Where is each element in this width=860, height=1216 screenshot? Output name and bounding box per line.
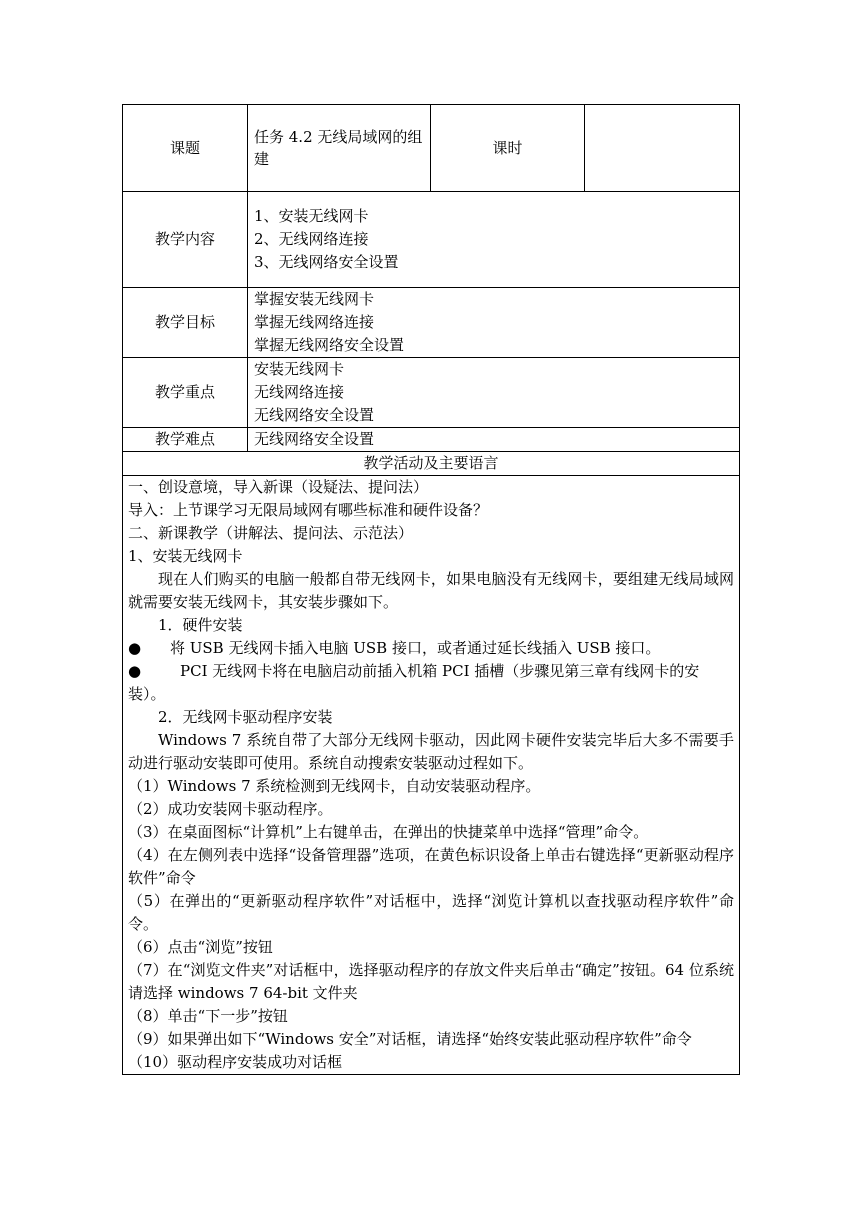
content-item: 1、安装无线网卡 xyxy=(254,207,369,225)
difficulty-value: 无线网络安全设置 xyxy=(248,428,740,452)
key-point-item: 安装无线网卡 xyxy=(254,360,345,378)
key-point-item: 无线网络安全设置 xyxy=(254,406,375,424)
goal-item: 掌握无线网络安全设置 xyxy=(254,336,405,354)
section-heading-1: 一、创设意境，导入新课（设疑法、提问法） xyxy=(128,478,429,496)
bullet-item xyxy=(128,660,734,706)
key-point-item: 无线网络连接 xyxy=(254,383,345,401)
goals-row xyxy=(123,288,740,358)
procedure-item: （1）Windows 7 系统检测到无线网卡，自动安装驱动程序。 xyxy=(128,777,541,795)
activity-heading: 教学活动及主要语言 xyxy=(123,452,740,476)
step-hardware: 1．硬件安装 xyxy=(158,616,243,634)
procedure-item: （4）在左侧列表中选择“设备管理器”选项，在黄色标识设备上单击右键选择“更新驱动程序软件”命令 xyxy=(128,846,734,887)
procedure-item: （8）单击“下一步”按钮 xyxy=(128,1007,288,1025)
key-points-cell xyxy=(248,358,740,428)
topic-label: 课题 xyxy=(123,105,248,192)
key-points-label: 教学重点 xyxy=(123,358,248,428)
activity-body-row xyxy=(123,476,740,1075)
activity-body xyxy=(123,476,740,1075)
bullet-text: 将 USB 无线网卡插入电脑 USB 接口，或者通过延长线插入 USB 接口。 xyxy=(170,639,661,657)
difficulty-label: 教学难点 xyxy=(123,428,248,452)
activity-heading-row xyxy=(123,452,740,476)
key-points-row xyxy=(123,358,740,428)
bullet-dot-icon: ● xyxy=(128,662,142,680)
step-driver: 2．无线网卡驱动程序安装 xyxy=(158,708,333,726)
procedure-item: （2）成功安装网卡驱动程序。 xyxy=(128,800,333,818)
content-row xyxy=(123,192,740,288)
procedure-item: （10）驱动程序安装成功对话框 xyxy=(128,1053,343,1071)
topic-row xyxy=(123,105,740,192)
goal-item: 掌握安装无线网卡 xyxy=(254,290,375,308)
paragraph-intro: 现在人们购买的电脑一般都自带无线网卡，如果电脑没有无线网卡，要组建无线局域网就需要安装无线网卡，其安装步骤如下。 xyxy=(128,570,734,611)
lesson-plan-table xyxy=(122,104,740,1075)
subsection-heading: 1、安装无线网卡 xyxy=(128,547,243,565)
procedure-item: （9）如果弹出如下“Windows 安全”对话框，请选择“始终安装此驱动程序软件”命令 xyxy=(128,1030,692,1048)
content-item: 3、无线网络安全设置 xyxy=(254,253,399,271)
procedure-item: （7）在“浏览文件夹”对话框中，选择驱动程序的存放文件夹后单击“确定”按钮。64 位系统请选择 windows 7 64-bit 文件夹 xyxy=(128,961,734,1002)
hours-value xyxy=(585,105,740,192)
procedure-item: （3）在桌面图标“计算机”上右键单击，在弹出的快捷菜单中选择“管理”命令。 xyxy=(128,823,649,841)
content-cell xyxy=(248,192,740,288)
content-label: 教学内容 xyxy=(123,192,248,288)
bullet-text: PCI 无线网卡将在电脑启动前插入机箱 PCI 插槽（步骤见第三章有线网卡的安装）。 xyxy=(128,662,700,703)
hours-label: 课时 xyxy=(431,105,585,192)
goals-cell xyxy=(248,288,740,358)
goals-label: 教学目标 xyxy=(123,288,248,358)
intro-question: 导入：上节课学习无限局域网有哪些标准和硬件设备？ xyxy=(128,501,489,519)
section-heading-2: 二、新课教学（讲解法、提问法、示范法） xyxy=(128,524,414,542)
procedure-item: （6）点击“浏览”按钮 xyxy=(128,938,273,956)
paragraph-driver: Windows 7 系统自带了大部分无线网卡驱动，因此网卡硬件安装完毕后大多不需要手动进行驱动安装即可使用。系统自动搜索安装驱动过程如下。 xyxy=(128,731,734,772)
goal-item: 掌握无线网络连接 xyxy=(254,313,375,331)
difficulty-row xyxy=(123,428,740,452)
bullet-dot-icon: ● xyxy=(128,639,142,657)
bullet-item xyxy=(128,637,734,660)
procedure-item: （5）在弹出的“更新驱动程序软件”对话框中，选择“浏览计算机以查找驱动程序软件”命令。 xyxy=(128,892,734,933)
topic-value: 任务 4.2 无线局域网的组建 xyxy=(248,105,431,192)
content-item: 2、无线网络连接 xyxy=(254,230,369,248)
